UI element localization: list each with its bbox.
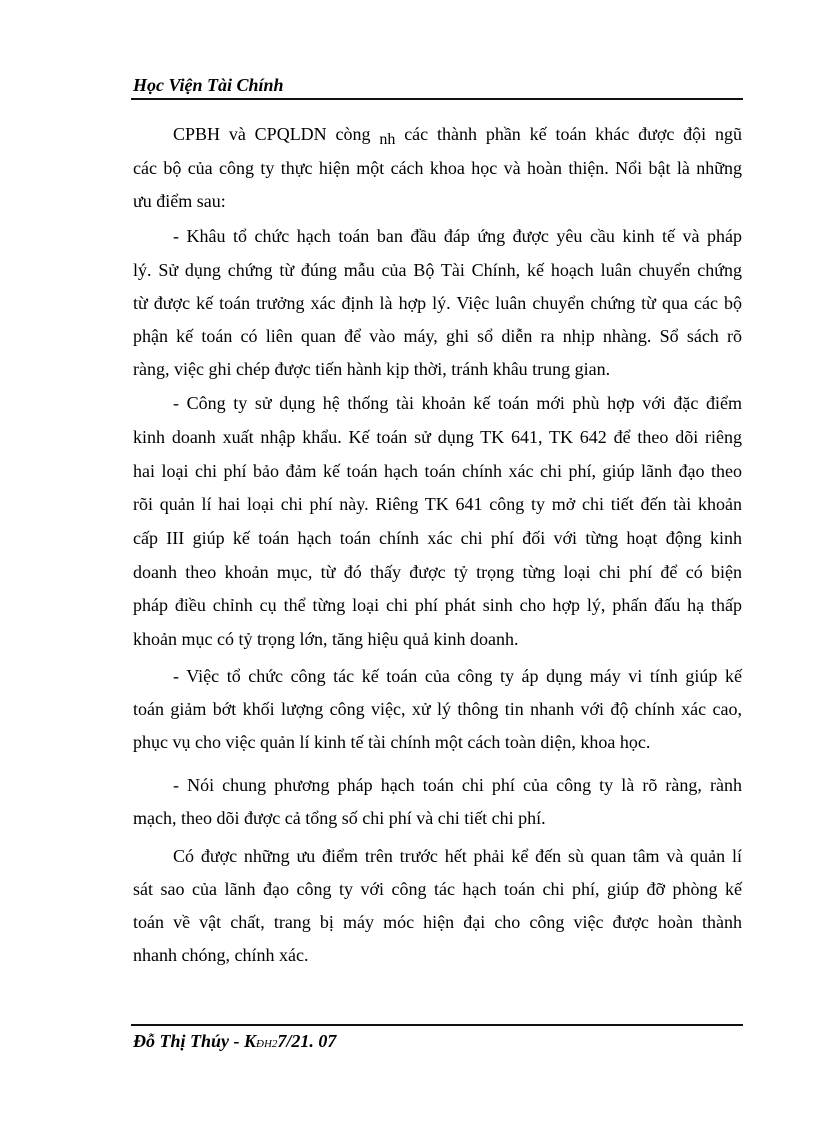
text-line: cấp III giúp kế toán hạch toán chính xác chi phí đối với từng hoạt động kinh [133,528,742,548]
text-line: ưu điểm sau: [133,191,226,211]
text-line: hai loại chi phí bảo đảm kế toán hạch toán chính xác chi phí, giúp lãnh đạo theo [133,461,742,481]
text-line: phận kế toán có liên quan để vào máy, ghi sổ diễn ra nhịp nhàng. Sổ sách rõ [133,326,742,346]
text-span: CPBH và CPQLDN còng [173,124,371,144]
text-line: từ được kế toán trưởng xác định là hợp lý. Việc luân chuyển chứng từ qua các bộ [133,293,742,313]
text-line: phục vụ cho việc quản lí kinh tế tài chính một cách toàn diện, khoa học. [133,732,651,752]
text-line: sát sao của lãnh đạo công ty với công tác hạch toán chi phí, giúp đỡ phòng kế [133,879,742,899]
footer-class-sub: ĐH2 [256,1038,278,1050]
text-line: toán giảm bớt khối lượng công việc, xử lý thông tin nhanh với độ chính xác cao, [133,699,742,719]
text-line: kinh doanh xuất nhập khẩu. Kế toán sử dụng TK 641, TK 642 để theo dõi riêng [133,427,742,447]
footer-name: Đỗ Thị Thúy - K [133,1031,257,1051]
footer-class: 7/21. 07 [277,1031,337,1051]
text-line: - Việc tổ chức công tác kế toán của công ty áp dụng máy vi tính giúp kế [173,666,742,686]
header-title: Học Viện Tài Chính [133,75,284,95]
text-line: Có được những ưu điểm trên trước hết phải kể đến sù quan tâm và quản lí [173,846,742,866]
text-span: các thành phần kế toán khác được đội ngũ [395,124,743,144]
text-line: - Công ty sử dụng hệ thống tài khoản kế toán mới phù hợp với đặc điểm [173,393,742,413]
text-line: khoản mục có tỷ trọng lớn, tăng hiệu quả kinh doanh. [133,629,519,649]
header-rule [131,98,743,100]
text-line: mạch, theo dõi được cả tổng số chi phí và chi tiết chi phí. [133,808,546,828]
text-line: các bộ của công ty thực hiện một cách khoa học và hoàn thiện. Nổi bật là những [133,158,742,178]
text-line: toán về vật chất, trang bị máy móc hiện đại cho công việc được hoàn thành [133,912,742,932]
text-line: pháp điều chỉnh cụ thể từng loại chi phí phát sinh cho hợp lý, phấn đấu hạ thấp [133,595,742,615]
text-line [173,123,742,147]
text-line: rõi quản lí hai loại chi phí này. Riêng TK 641 công ty mở chi tiết đến tài khoản [133,494,742,514]
footer-rule [131,1024,743,1026]
text-line: nhanh chóng, chính xác. [133,945,309,965]
text-line: lý. Sử dụng chứng từ đúng mẫu của Bộ Tài Chính, kế hoạch luân chuyển chứng [133,260,742,280]
footer-author [133,1031,336,1052]
text-line: ràng, việc ghi chép được tiến hành kịp thời, tránh khâu trung gian. [133,359,611,379]
text-line: doanh theo khoản mục, từ đó thấy được tỷ trọng từng loại chi phí để có biện [133,562,742,582]
text-line: - Nói chung phương pháp hạch toán chi phí của công ty là rõ ràng, rành [173,775,742,795]
text-span: nh [379,131,396,148]
text-line: - Khâu tổ chức hạch toán ban đầu đáp ứng được yêu cầu kinh tế và pháp [173,226,742,246]
